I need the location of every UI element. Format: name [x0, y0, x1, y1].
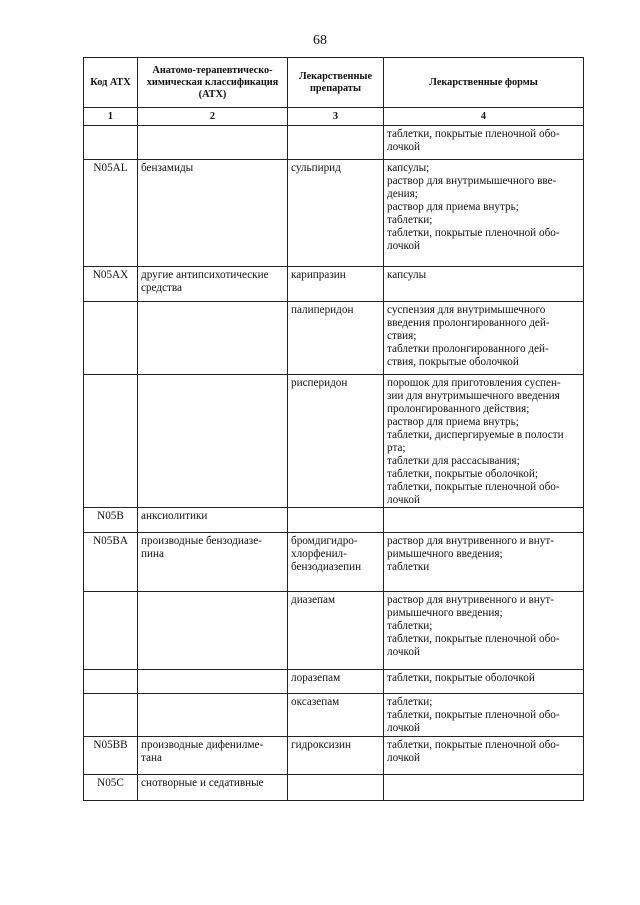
atx-code-cell [84, 775, 138, 801]
cell-text-line: диазепам [291, 594, 336, 606]
atx-code-cell [84, 508, 138, 533]
atx-code: N05BA [93, 535, 128, 547]
cell-text-line: хлорфенил- [291, 548, 347, 560]
dosage-forms-cell [384, 126, 584, 160]
cell-text-line: таблетки, покрытые оболочкой [387, 672, 535, 684]
cell-text-line: римышечного введения; [387, 607, 503, 619]
cell-text-line: таблетки, покрытые пленочной обо- [387, 481, 560, 493]
classification-cell [138, 592, 288, 670]
dosage-forms-cell [384, 775, 584, 801]
atx-code-cell [84, 267, 138, 302]
atx-code-cell [84, 694, 138, 737]
cell-text-line: раствор для приема внутрь; [387, 201, 519, 213]
cell-text-line: таблетки, покрытые пленочной обо- [387, 227, 560, 239]
atx-code-cell [84, 533, 138, 592]
cell-text-line: порошок для приготовления суспен- [387, 377, 561, 389]
header-dosage-forms: Лекарственные формы [384, 58, 584, 108]
cell-text-line: таблетки, покрытые оболочкой; [387, 468, 538, 480]
cell-text-line: зии для внутримышечного введения [387, 390, 560, 402]
dosage-forms-cell [384, 267, 584, 302]
cell-text-line: суспензия для внутримышечного [387, 304, 546, 316]
cell-text-line: бромдигидро- [291, 535, 358, 547]
atx-code-cell [84, 737, 138, 775]
table-row [84, 267, 584, 302]
cell-text-line: таблетки; [387, 214, 433, 226]
atx-code-cell [84, 670, 138, 694]
atx-code: N05AL [93, 162, 128, 174]
column-number: 2 [138, 108, 288, 126]
cell-text-line: карипразин [291, 269, 346, 281]
atx-code-cell [84, 160, 138, 267]
drug-cell [288, 267, 384, 302]
cell-text-line: таблетки, покрытые пленочной обо- [387, 128, 560, 140]
cell-text-line: тана [141, 752, 162, 764]
classification-cell [138, 694, 288, 737]
cell-text-line: бензамиды [141, 162, 194, 174]
drug-cell [288, 126, 384, 160]
dosage-forms-cell [384, 160, 584, 267]
dosage-forms-cell [384, 302, 584, 375]
cell-text-line: сульпирид [291, 162, 341, 174]
cell-text-line: рта; [387, 442, 406, 454]
dosage-forms-cell [384, 670, 584, 694]
table-row [84, 694, 584, 737]
drug-cell [288, 694, 384, 737]
classification-cell [138, 508, 288, 533]
classification-cell [138, 302, 288, 375]
classification-cell [138, 126, 288, 160]
cell-text-line: таблетки, покрытые пленочной обо- [387, 709, 560, 721]
cell-text-line: палиперидон [291, 304, 354, 316]
drug-cell [288, 533, 384, 592]
column-number: 1 [84, 108, 138, 126]
cell-text-line: раствор для внутривенного и внут- [387, 594, 555, 606]
classification-cell [138, 533, 288, 592]
table-row [84, 775, 584, 801]
drug-cell [288, 375, 384, 508]
table-row [84, 533, 584, 592]
atx-code-cell [84, 375, 138, 508]
cell-text-line: раствор для приема внутрь; [387, 416, 519, 428]
column-number: 3 [288, 108, 384, 126]
cell-text-line: таблетки, покрытые пленочной обо- [387, 739, 560, 751]
classification-cell [138, 375, 288, 508]
cell-text-line: снотворные и седативные [141, 777, 264, 789]
cell-text-line: таблетки; [387, 620, 433, 632]
cell-text-line: капсулы [387, 269, 427, 281]
table-row [84, 126, 584, 160]
table-row [84, 737, 584, 775]
table-row [84, 592, 584, 670]
cell-text-line: ствия, покрытые оболочкой [387, 356, 519, 368]
cell-text-line: оксазепам [291, 696, 340, 708]
cell-text-line: таблетки пролонгированного дей- [387, 343, 549, 355]
classification-cell [138, 670, 288, 694]
cell-text-line: раствор для внутримышечного вве- [387, 175, 557, 187]
table-row [84, 670, 584, 694]
column-number-row [84, 108, 584, 126]
cell-text-line: раствор для внутривенного и внут- [387, 535, 555, 547]
atx-code: N05AX [92, 269, 129, 281]
cell-text-line: производные дифенилме- [141, 739, 264, 751]
cell-text-line: введения пролонгированного дей- [387, 317, 550, 329]
cell-text-line: таблетки, диспергируемые в полости [387, 429, 564, 441]
atx-code-cell [84, 126, 138, 160]
dosage-forms-cell [384, 533, 584, 592]
drug-cell [288, 775, 384, 801]
table-row [84, 508, 584, 533]
atx-code: N05B [97, 510, 124, 522]
cell-text-line: капсулы; [387, 162, 430, 174]
atx-table [83, 57, 584, 801]
cell-text-line: дения; [387, 188, 418, 200]
drug-cell [288, 160, 384, 267]
dosage-forms-cell [384, 694, 584, 737]
cell-text-line: лочкой [387, 722, 420, 734]
drug-cell [288, 737, 384, 775]
drug-cell [288, 592, 384, 670]
table-header-row [84, 58, 584, 108]
cell-text-line: анксиолитики [141, 510, 208, 522]
cell-text-line: лочкой [387, 240, 420, 252]
cell-text-line: лочкой [387, 494, 420, 506]
classification-cell [138, 160, 288, 267]
table-row [84, 160, 584, 267]
cell-text-line: средства [141, 282, 183, 294]
cell-text-line: таблетки для рассасывания; [387, 455, 520, 467]
table-row [84, 302, 584, 375]
dosage-forms-cell [384, 508, 584, 533]
column-number: 4 [384, 108, 584, 126]
dosage-forms-cell [384, 592, 584, 670]
header-atx-code: Код АТХ [84, 58, 138, 108]
cell-text-line: лочкой [387, 646, 420, 658]
cell-text-line: таблетки, покрытые пленочной обо- [387, 633, 560, 645]
cell-text-line: таблетки [387, 561, 430, 573]
dosage-forms-cell [384, 737, 584, 775]
atx-code-cell [84, 302, 138, 375]
cell-text-line: пина [141, 548, 164, 560]
cell-text-line: производные бензодиазе- [141, 535, 262, 547]
atx-code: N05BB [93, 739, 128, 751]
cell-text-line: ствия; [387, 330, 417, 342]
classification-cell [138, 775, 288, 801]
cell-text-line: таблетки; [387, 696, 433, 708]
cell-text-line: лочкой [387, 752, 420, 764]
cell-text-line: пролонгированного действия; [387, 403, 530, 415]
cell-text-line: рисперидон [291, 377, 348, 389]
cell-text-line: гидроксизин [291, 739, 351, 751]
classification-cell [138, 267, 288, 302]
header-drugs: Лекарственные препараты [288, 58, 384, 108]
cell-text-line: лочкой [387, 141, 420, 153]
table-body [84, 126, 584, 801]
drug-cell [288, 302, 384, 375]
atx-code-cell [84, 592, 138, 670]
table-row [84, 375, 584, 508]
cell-text-line: другие антипсихотические [141, 269, 269, 281]
cell-text-line: римышечного введения; [387, 548, 503, 560]
cell-text-line: бензодиазепин [291, 561, 362, 573]
page-number: 68 [313, 33, 327, 48]
drug-cell [288, 670, 384, 694]
atx-code: N05C [97, 777, 124, 789]
cell-text-line: лоразепам [291, 672, 341, 684]
header-atx-classification: Анатомо-терапевтическо- химическая классификация (АТХ) [138, 58, 288, 108]
classification-cell [138, 737, 288, 775]
dosage-forms-cell [384, 375, 584, 508]
drug-cell [288, 508, 384, 533]
